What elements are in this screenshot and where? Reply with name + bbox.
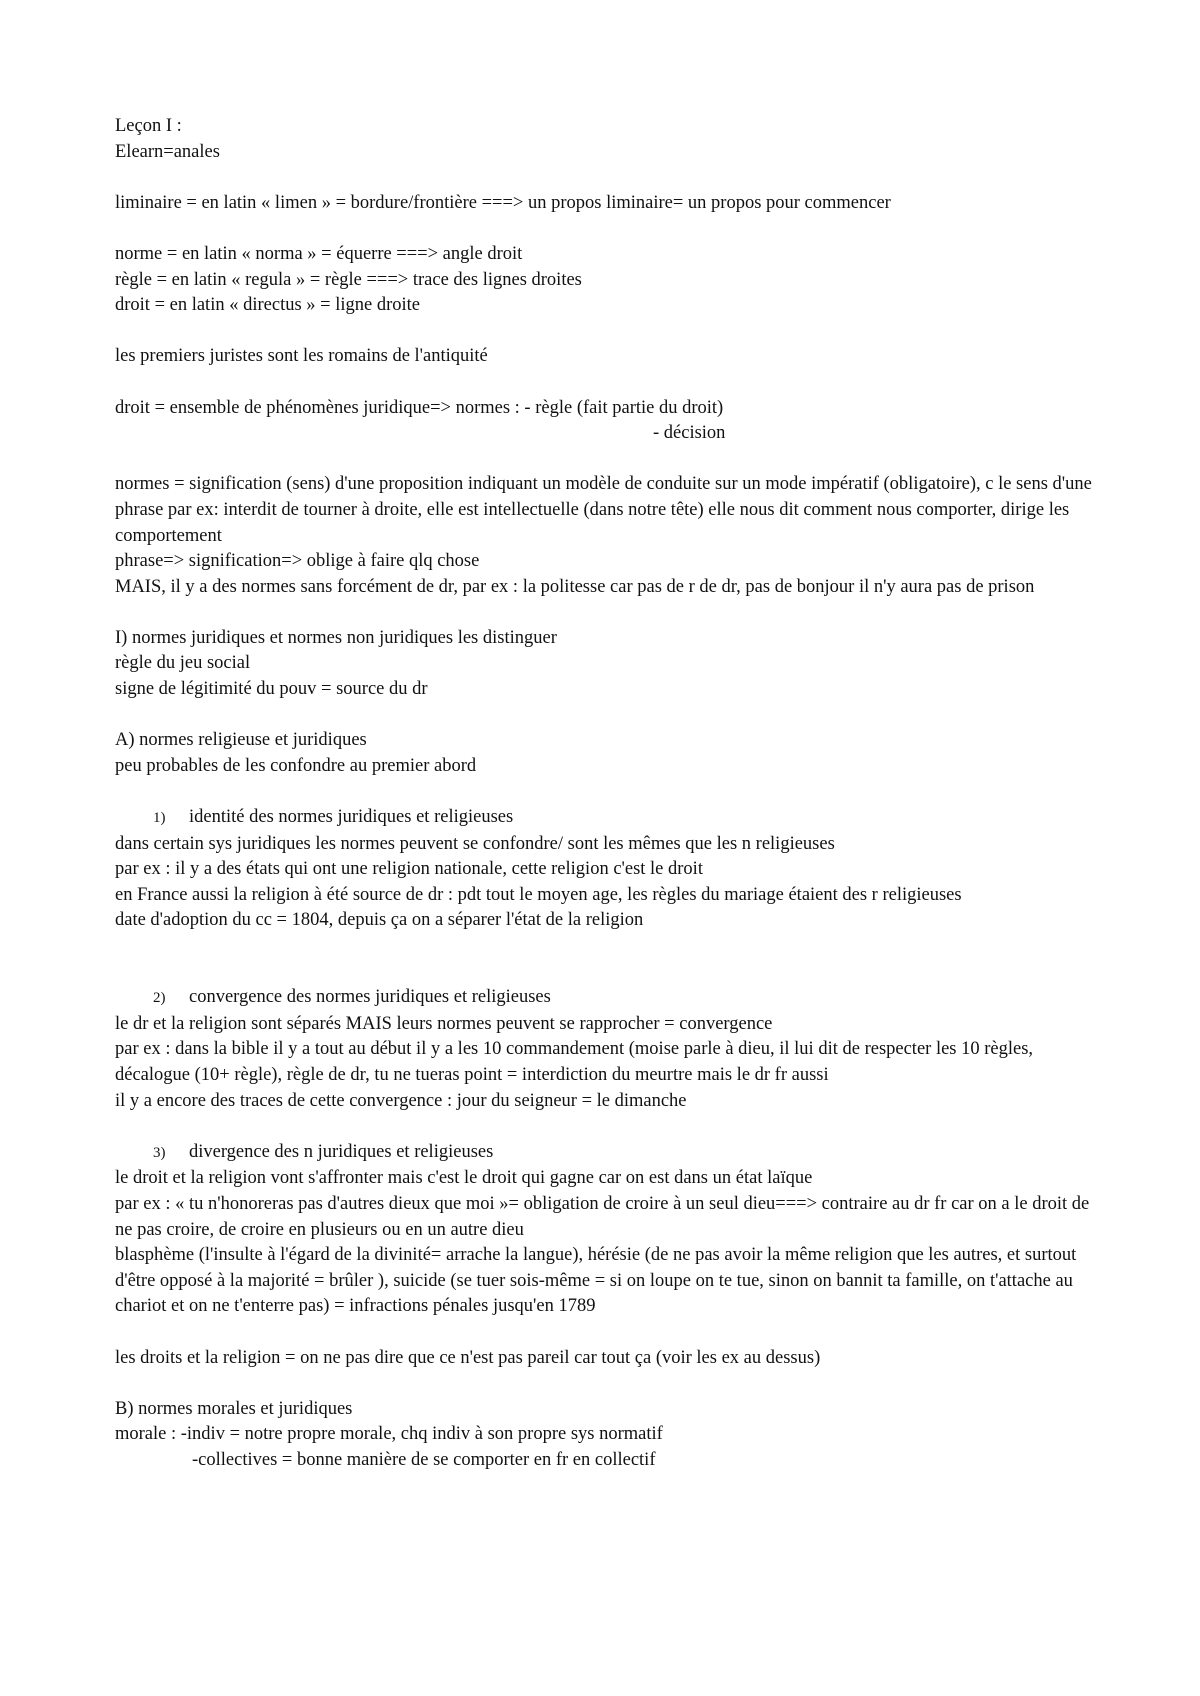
normes-definition-paragraph: normes = signification (sens) d'une proposition indiquant un modèle de conduite sur un mode impératif (obligatoire), c le sens d'une phrase par ex: interdit de tourner à droite, elle est intellectuelle (dans notre tête) elle nous dit comment nous comporter, dirige les comportement [115, 474, 1092, 546]
subsection-3-number: 3) [153, 1144, 166, 1161]
subsection-3-heading [115, 1140, 1095, 1167]
lesson-title: Leçon I : [115, 116, 182, 136]
juristes-line: les premiers juristes sont les romains de l'antiquité [115, 346, 488, 367]
subsection-1-line-2: par ex : il y a des états qui ont une religion nationale, cette religion c'est le droit [115, 859, 703, 880]
droit-definition-line: droit = ensemble de phénomènes juridique=> normes : - règle (fait partie du droit) [115, 397, 724, 418]
subsection-3-title: divergence des n juridiques et religieuses [189, 1141, 494, 1162]
normes-phrase-line: phrase=> signification=> oblige à faire qlq chose [115, 551, 480, 572]
section-B-heading: B) normes morales et juridiques [115, 1398, 353, 1419]
subsection-3-line-2: par ex : « tu n'honoreras pas d'autres dieux que moi »= obligation de croire à un seul dieu===> contraire au dr fr car on a le droit de ne pas croire, de croire en plusieurs ou en un autre dieu [115, 1193, 1090, 1240]
subsection-1-line-3: en France aussi la religion à été source de dr : pdt tout le moyen age, les règles du mariage étaient des r religieuses [115, 884, 962, 905]
subsection-1-title: identité des normes juridiques et religieuses [189, 807, 514, 828]
subsection-2-number: 2) [153, 990, 166, 1007]
subsection-3-line-3: blasphème (l'insulte à l'égard de la divinité= arrache la langue), hérésie (de ne pas avoir la même religion que les autres, et surtout d'être opposé à la majorité = brûler ), suicide (se tuer sois-même = si on loupe on te tue, sinon on bannit ta famille, on t'attache au chariot et on ne t'enterre pas) = infractions pénales jusqu'en 1789 [115, 1245, 1077, 1317]
etymology-droit: droit = en latin « directus » = ligne droite [115, 295, 420, 316]
section-A-heading: A) normes religieuse et juridiques [115, 730, 367, 751]
section-A-line-1: peu probables de les confondre au premier abord [115, 755, 477, 776]
etymology-regle: règle = en latin « regula » = règle ===> trace des lignes droites [115, 269, 582, 290]
etymology-liminaire: liminaire = en latin « limen » = bordure/frontière ===> un propos liminaire= un propos pour commencer [115, 192, 891, 213]
etymology-norme: norme = en latin « norma » = équerre ===> angle droit [115, 243, 523, 264]
subsection-1-line-1: dans certain sys juridiques les normes peuvent se confondre/ sont les mêmes que les n religieuses [115, 833, 835, 854]
normes-mais-paragraph: MAIS, il y a des normes sans forcément de dr, par ex : la politesse car pas de r de dr, pas de bonjour il n'y aura pas de prison [115, 576, 1035, 597]
subsection-1-line-4: date d'adoption du cc = 1804, depuis ça on a séparer l'état de la religion [115, 910, 644, 931]
document-body [115, 114, 1095, 1473]
section-I-line-1: règle du jeu social [115, 653, 251, 674]
subsection-2-line-2: par ex : dans la bible il y a tout au début il y a les 10 commandement (moise parle à dieu, il lui dit de respecter les 10 règles, décalogue (10+ règle), règle de dr, tu ne tueras point = interdiction du meurtre mais le dr fr aussi [115, 1039, 1034, 1085]
subsection-1-heading [115, 805, 1095, 832]
subsection-2-heading [115, 985, 1095, 1012]
section-B-line-2: -collectives = bonne manière de se comporter en fr en collectif [192, 1449, 656, 1470]
droit-definition-decision: - décision [653, 423, 726, 444]
lesson-subtitle: Elearn=anales [115, 141, 220, 162]
subsection-2-line-3: il y a encore des traces de cette convergence : jour du seigneur = le dimanche [115, 1090, 687, 1111]
subsection-2-line-1: le dr et la religion sont séparés MAIS leurs normes peuvent se rapprocher = convergence [115, 1013, 773, 1034]
section-I-heading: I) normes juridiques et normes non juridiques les distinguer [115, 627, 557, 648]
subsection-2-title: convergence des normes juridiques et religieuses [189, 987, 551, 1008]
section-B-line-1: morale : -indiv = notre propre morale, chq indiv à son propre sys normatif [115, 1424, 663, 1445]
subsection-3-line-1: le droit et la religion vont s'affronter mais c'est le droit qui gagne car on est dans un état laïque [115, 1168, 813, 1189]
conclusion-line: les droits et la religion = on ne pas dire que ce n'est pas pareil car tout ça (voir les ex au dessus) [115, 1347, 821, 1368]
section-I-line-2: signe de légitimité du pouv = source du dr [115, 679, 428, 700]
subsection-1-number: 1) [153, 810, 166, 827]
